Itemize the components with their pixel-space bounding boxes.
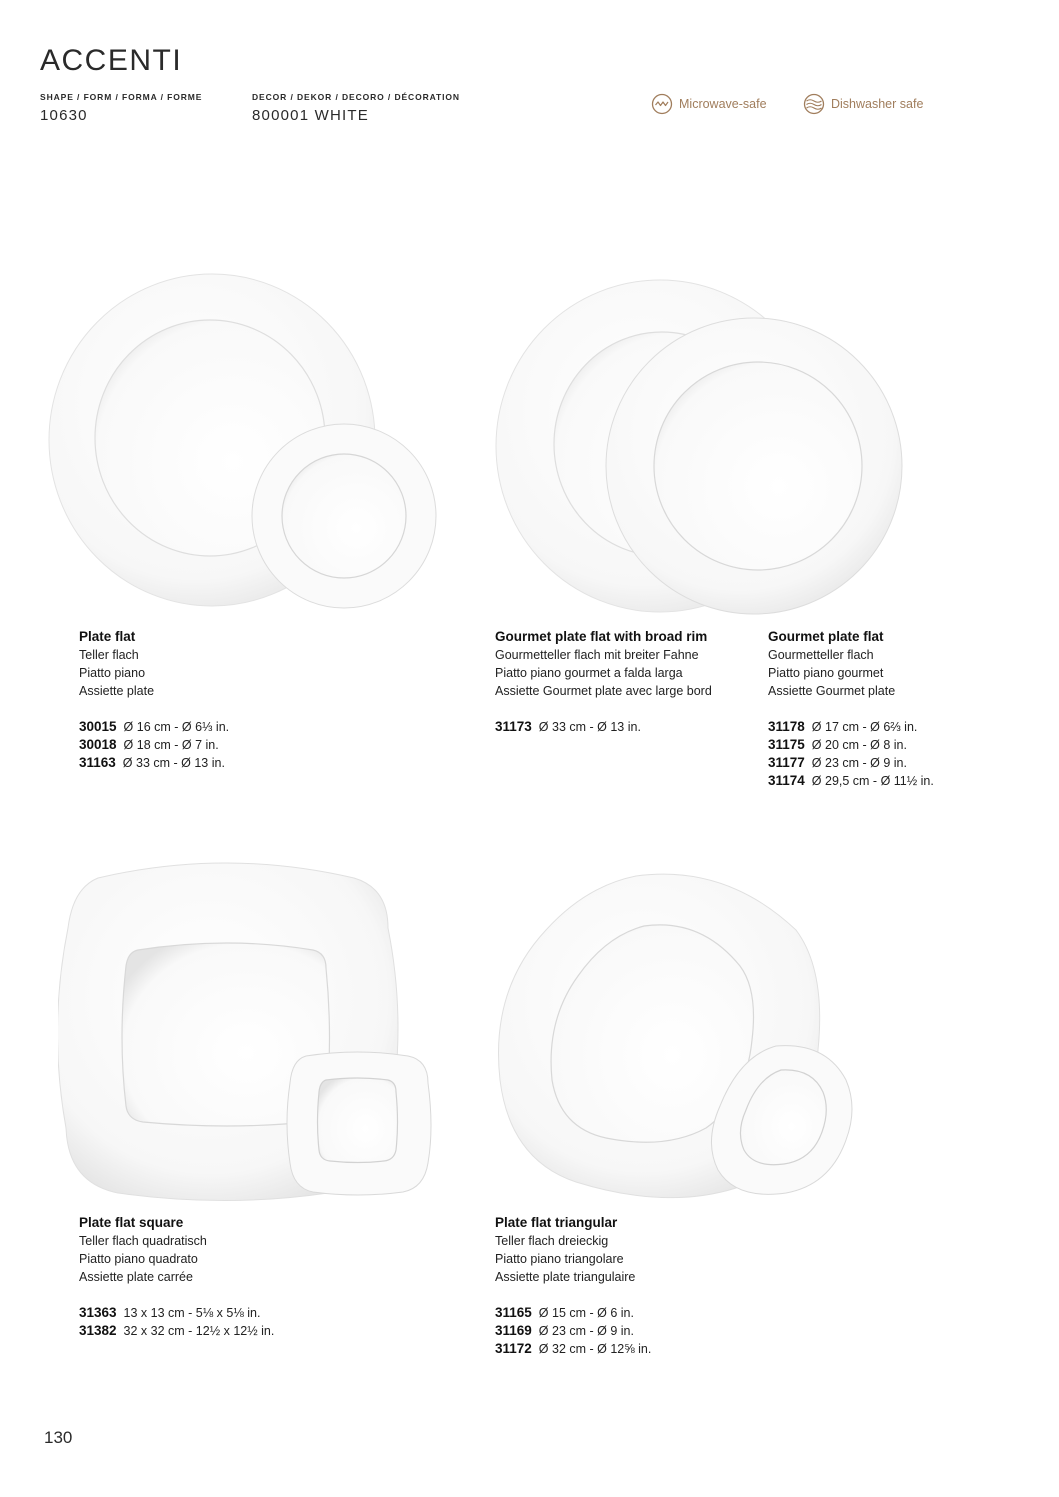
item-row xyxy=(79,736,369,754)
item-size: Ø 20 cm - Ø 8 in. xyxy=(811,738,907,752)
item-size: Ø 33 cm - Ø 13 in. xyxy=(538,720,641,734)
product-name-fr: Assiette plate triangulaire xyxy=(495,1270,636,1284)
product-name-fr: Assiette plate xyxy=(79,684,155,698)
product-gourmet-flat xyxy=(768,628,1038,790)
item-code: 31177 xyxy=(768,755,805,770)
item-code: 31363 xyxy=(79,1305,117,1320)
shape-label: SHAPE / FORM / FORMA / FORME xyxy=(40,92,203,102)
item-size: Ø 23 cm - Ø 9 in. xyxy=(538,1324,634,1338)
plate-square-image xyxy=(58,858,438,1203)
item-size: Ø 15 cm - Ø 6 in. xyxy=(538,1306,634,1320)
product-name-it: Piatto piano quadrato xyxy=(79,1252,198,1266)
item-size: Ø 29,5 cm - Ø 11½ in. xyxy=(811,774,934,788)
product-name: Plate flat square xyxy=(79,1215,184,1230)
microwave-badge xyxy=(651,93,767,115)
microwave-icon xyxy=(651,93,673,115)
item-code: 31175 xyxy=(768,737,805,752)
product-name-fr: Assiette Gourmet plate xyxy=(768,684,896,698)
decor-value: 800001 WHITE xyxy=(252,107,369,124)
item-row xyxy=(79,754,369,772)
item-size: Ø 23 cm - Ø 9 in. xyxy=(811,756,907,770)
item-row xyxy=(79,1304,369,1322)
product-name-it: Piatto piano gourmet xyxy=(768,666,884,680)
microwave-label: Microwave-safe xyxy=(679,97,767,111)
product-name-it: Piatto piano xyxy=(79,666,146,680)
item-code: 31165 xyxy=(495,1305,532,1320)
product-plate-flat xyxy=(79,628,369,772)
item-row xyxy=(768,736,1038,754)
item-code: 31173 xyxy=(495,719,532,734)
product-name-de: Teller flach xyxy=(79,648,139,662)
item-code: 31382 xyxy=(79,1323,117,1338)
product-name-de: Gourmetteller flach xyxy=(768,648,874,662)
item-size: Ø 17 cm - Ø 6⅔ in. xyxy=(811,720,918,734)
product-name-fr: Assiette plate carrée xyxy=(79,1270,193,1284)
item-size: Ø 32 cm - Ø 12⅝ in. xyxy=(538,1342,652,1356)
item-row xyxy=(79,1322,369,1340)
item-size: 32 x 32 cm - 12½ x 12½ in. xyxy=(123,1324,275,1338)
item-code: 30015 xyxy=(79,719,117,734)
item-row xyxy=(768,772,1038,790)
item-row xyxy=(495,1304,785,1322)
product-gourmet-broad-rim xyxy=(495,628,785,736)
product-name-it: Piatto piano triangolare xyxy=(495,1252,624,1266)
item-code: 31178 xyxy=(768,719,805,734)
item-size: Ø 33 cm - Ø 13 in. xyxy=(122,756,225,770)
dishwasher-badge xyxy=(803,93,923,115)
item-code: 31163 xyxy=(79,755,116,770)
product-name: Plate flat triangular xyxy=(495,1215,618,1230)
product-name-de: Gourmetteller flach mit breiter Fahne xyxy=(495,648,699,662)
product-name: Gourmet plate flat xyxy=(768,629,884,644)
item-row xyxy=(768,754,1038,772)
item-row xyxy=(768,718,1038,736)
plate-flat-image xyxy=(40,270,450,620)
shape-info xyxy=(40,92,202,124)
item-row xyxy=(79,718,369,736)
product-name-de: Teller flach quadratisch xyxy=(79,1234,207,1248)
product-name-fr: Assiette Gourmet plate avec large bord xyxy=(495,684,712,698)
product-name-de: Teller flach dreieckig xyxy=(495,1234,609,1248)
item-row xyxy=(495,1340,785,1358)
decor-label: DECOR / DEKOR / DECORO / DÉCORATION xyxy=(252,92,460,102)
item-code: 30018 xyxy=(79,737,117,752)
item-code: 31174 xyxy=(768,773,805,788)
product-name-it: Piatto piano gourmet a falda larga xyxy=(495,666,683,680)
dishwasher-icon xyxy=(803,93,825,115)
page-number: 130 xyxy=(44,1428,73,1447)
item-size: Ø 18 cm - Ø 7 in. xyxy=(123,738,219,752)
product-name: Plate flat xyxy=(79,629,136,644)
decor-info xyxy=(252,92,460,124)
item-code: 31169 xyxy=(495,1323,532,1338)
dishwasher-label: Dishwasher safe xyxy=(831,97,924,111)
item-size: 13 x 13 cm - 5⅛ x 5⅛ in. xyxy=(123,1306,261,1320)
page-title: ACCENTI xyxy=(40,44,183,77)
product-name: Gourmet plate flat with broad rim xyxy=(495,629,708,644)
plate-triangular-image xyxy=(496,870,866,1200)
item-size: Ø 16 cm - Ø 6⅓ in. xyxy=(123,720,230,734)
item-row xyxy=(495,1322,785,1340)
shape-value: 10630 xyxy=(40,107,88,124)
item-code: 31172 xyxy=(495,1341,532,1356)
item-row xyxy=(495,718,785,736)
product-plate-square xyxy=(79,1214,369,1340)
gourmet-plate-image xyxy=(492,276,912,621)
product-plate-triangular xyxy=(495,1214,785,1358)
